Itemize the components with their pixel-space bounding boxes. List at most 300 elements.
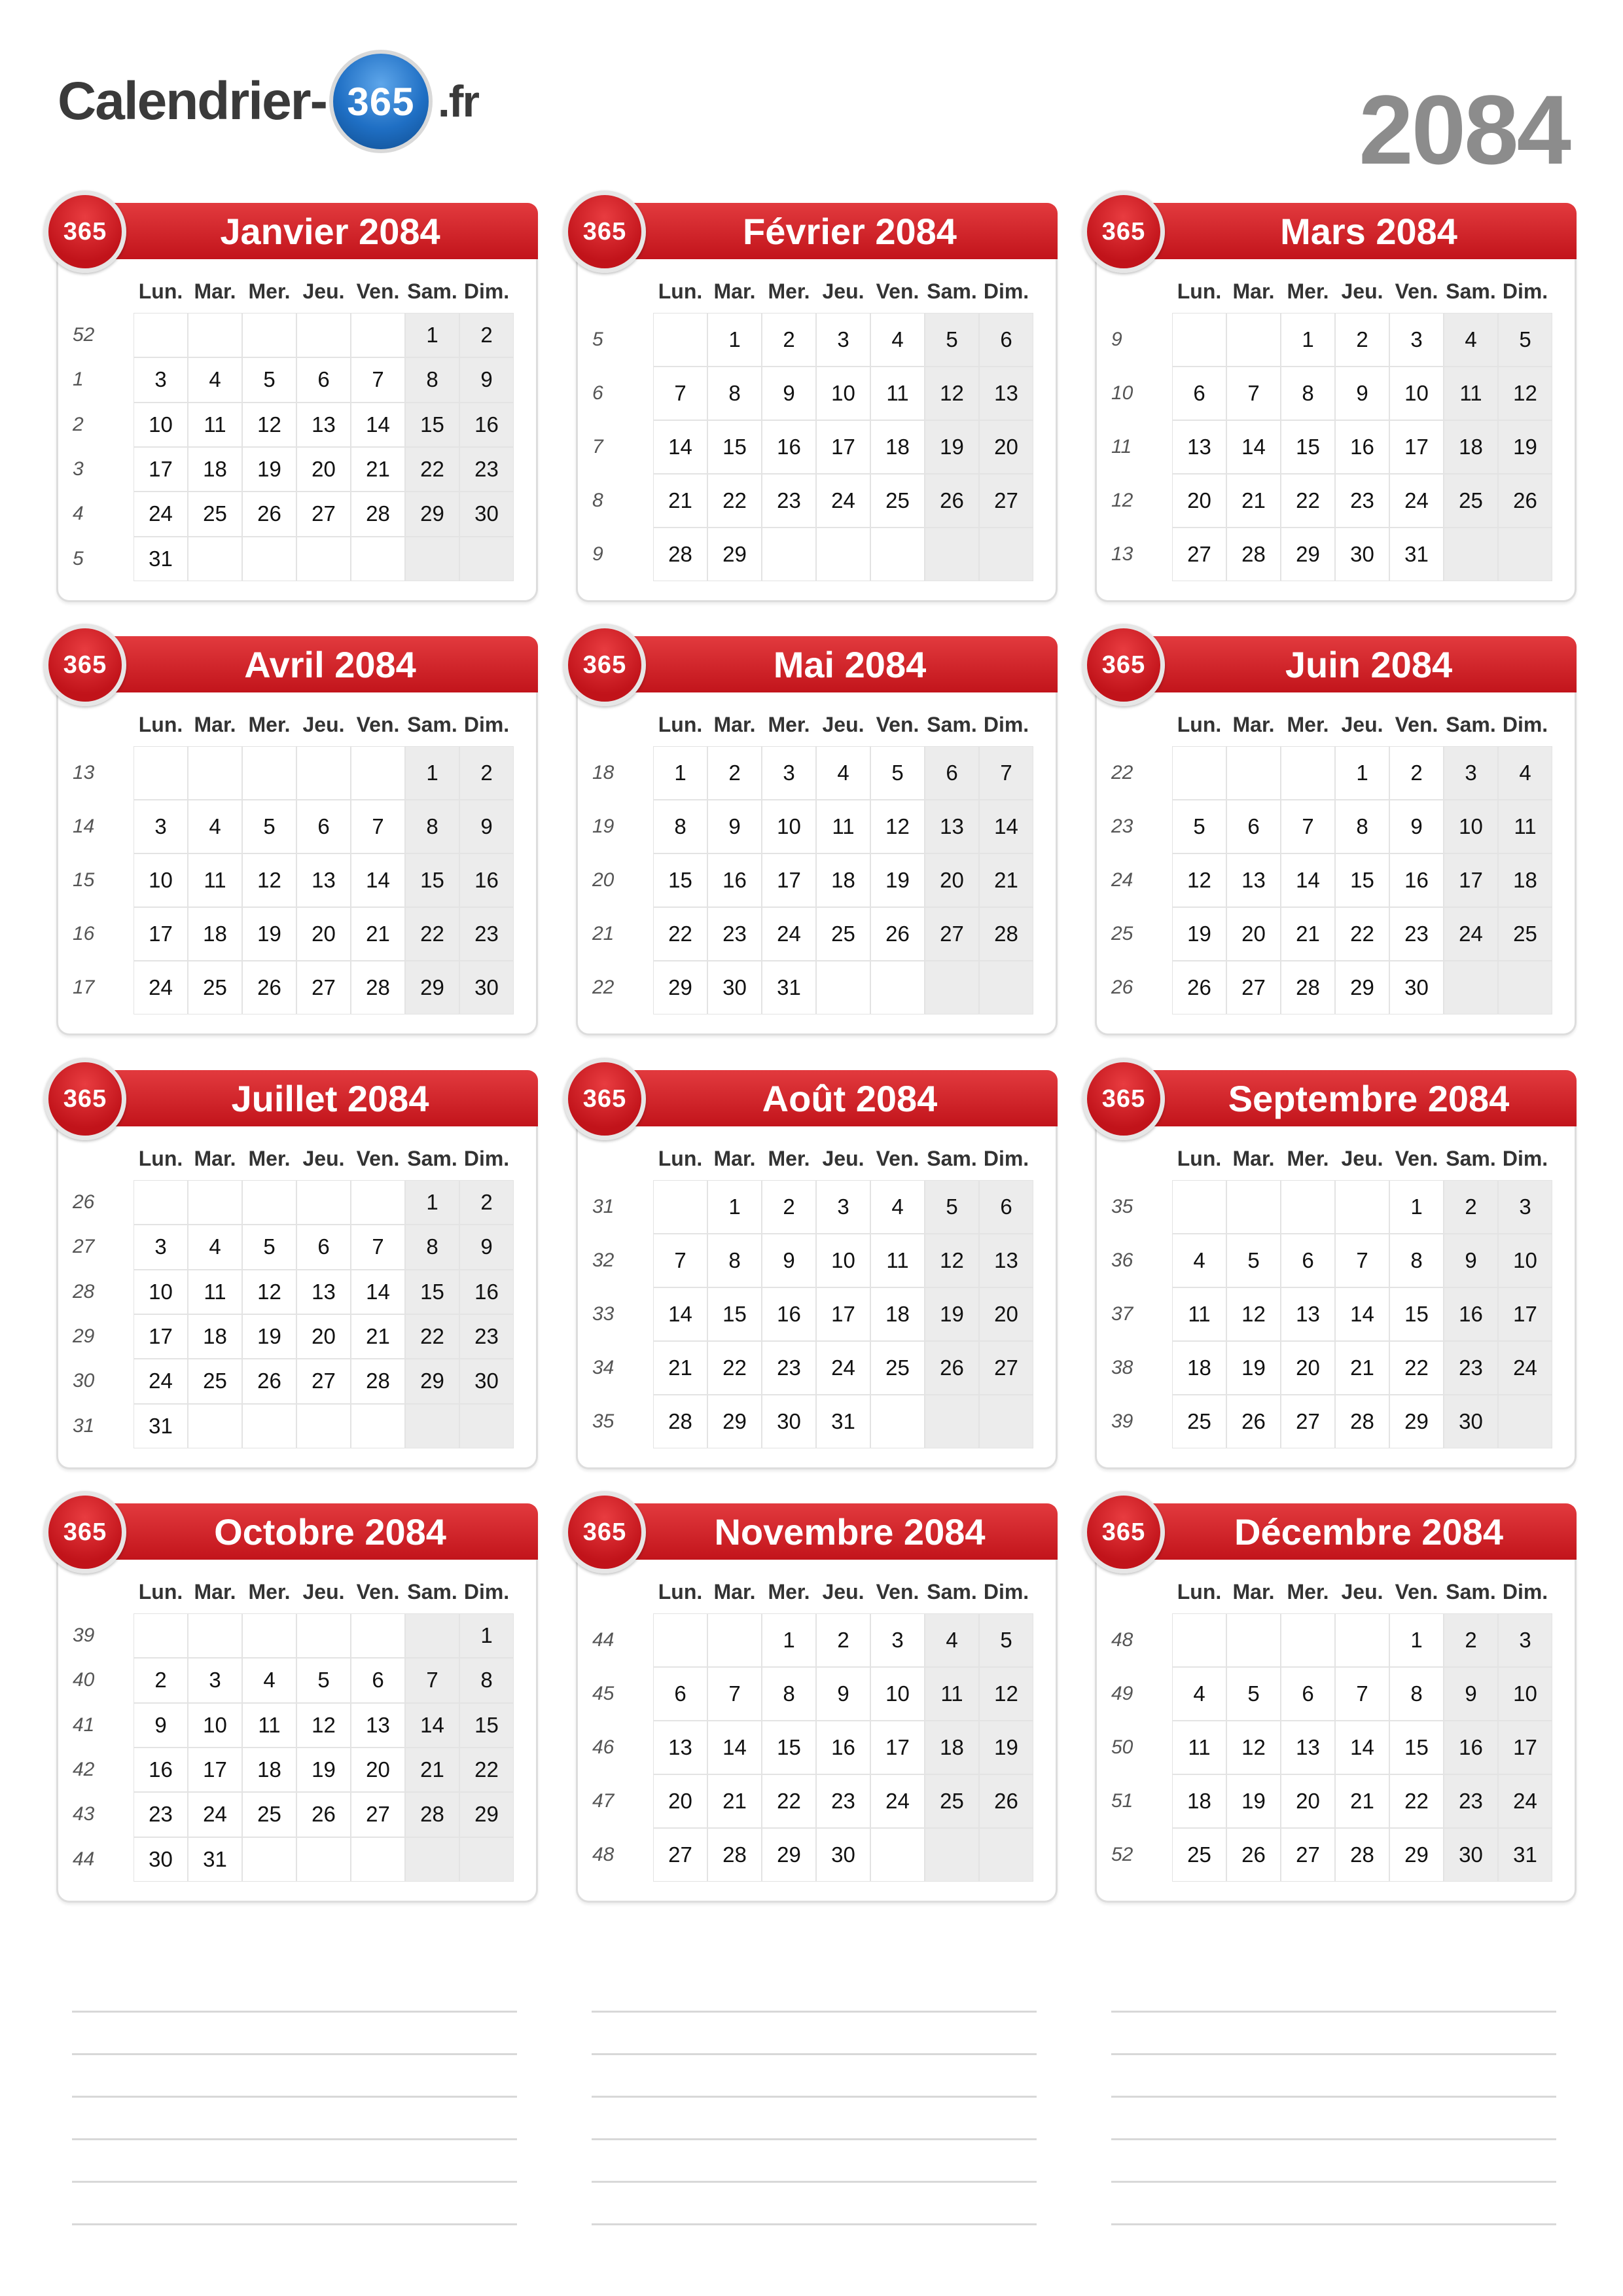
day-cell[interactable]: 2 [1389, 746, 1444, 800]
day-cell[interactable]: 20 [296, 907, 351, 961]
day-cell[interactable]: 9 [459, 1225, 514, 1269]
day-cell[interactable]: 7 [351, 800, 405, 853]
day-cell[interactable]: 8 [1335, 800, 1389, 853]
day-cell[interactable]: 18 [1172, 1341, 1226, 1395]
day-cell[interactable]: 27 [653, 1828, 707, 1882]
day-cell[interactable]: 2 [459, 313, 514, 357]
day-cell[interactable]: 27 [979, 474, 1033, 528]
day-cell[interactable]: 31 [1498, 1828, 1552, 1882]
day-cell[interactable]: 4 [1444, 313, 1498, 367]
day-cell[interactable]: 25 [242, 1792, 296, 1837]
day-cell[interactable]: 30 [459, 961, 514, 1014]
day-cell[interactable]: 9 [459, 800, 514, 853]
day-cell[interactable]: 13 [1281, 1721, 1335, 1774]
day-cell[interactable]: 20 [979, 420, 1033, 474]
day-cell[interactable]: 19 [1172, 907, 1226, 961]
day-cell[interactable]: 30 [134, 1837, 188, 1882]
day-cell[interactable]: 9 [1389, 800, 1444, 853]
day-cell[interactable]: 2 [459, 1180, 514, 1225]
day-cell[interactable]: 8 [1389, 1667, 1444, 1721]
day-cell[interactable]: 30 [459, 492, 514, 536]
day-cell[interactable]: 29 [1335, 961, 1389, 1014]
day-cell[interactable]: 29 [707, 528, 762, 581]
day-cell[interactable]: 4 [870, 1180, 925, 1234]
day-cell[interactable]: 1 [1335, 746, 1389, 800]
day-cell[interactable]: 7 [351, 1225, 405, 1269]
day-cell[interactable]: 9 [707, 800, 762, 853]
day-cell[interactable]: 12 [1226, 1287, 1281, 1341]
day-cell[interactable]: 31 [188, 1837, 242, 1882]
day-cell[interactable]: 20 [653, 1774, 707, 1828]
day-cell[interactable]: 2 [459, 746, 514, 800]
day-cell[interactable]: 17 [188, 1748, 242, 1792]
day-cell[interactable]: 4 [242, 1658, 296, 1702]
day-cell[interactable]: 29 [405, 961, 459, 1014]
day-cell[interactable]: 6 [351, 1658, 405, 1702]
day-cell[interactable]: 7 [979, 746, 1033, 800]
day-cell[interactable]: 5 [1172, 800, 1226, 853]
day-cell[interactable]: 14 [653, 1287, 707, 1341]
day-cell[interactable]: 23 [459, 907, 514, 961]
day-cell[interactable]: 25 [1498, 907, 1552, 961]
day-cell[interactable]: 30 [459, 1359, 514, 1403]
day-cell[interactable]: 28 [351, 961, 405, 1014]
day-cell[interactable]: 20 [296, 1314, 351, 1359]
day-cell[interactable]: 16 [459, 403, 514, 447]
day-cell[interactable]: 1 [459, 1613, 514, 1658]
day-cell[interactable]: 22 [1335, 907, 1389, 961]
day-cell[interactable]: 10 [816, 367, 870, 420]
day-cell[interactable]: 12 [1498, 367, 1552, 420]
day-cell[interactable]: 15 [405, 853, 459, 907]
day-cell[interactable]: 19 [242, 907, 296, 961]
day-cell[interactable]: 13 [653, 1721, 707, 1774]
day-cell[interactable]: 12 [242, 1270, 296, 1314]
day-cell[interactable]: 3 [816, 313, 870, 367]
day-cell[interactable]: 26 [1226, 1395, 1281, 1448]
day-cell[interactable]: 29 [762, 1828, 816, 1882]
day-cell[interactable]: 12 [870, 800, 925, 853]
day-cell[interactable]: 11 [242, 1703, 296, 1748]
day-cell[interactable]: 23 [762, 1341, 816, 1395]
day-cell[interactable]: 13 [296, 403, 351, 447]
day-cell[interactable]: 7 [1335, 1667, 1389, 1721]
site-logo[interactable] [58, 46, 478, 157]
day-cell[interactable]: 21 [351, 907, 405, 961]
day-cell[interactable]: 17 [1498, 1287, 1552, 1341]
day-cell[interactable]: 6 [1172, 367, 1226, 420]
day-cell[interactable]: 15 [1389, 1287, 1444, 1341]
day-cell[interactable]: 19 [979, 1721, 1033, 1774]
day-cell[interactable]: 27 [296, 1359, 351, 1403]
day-cell[interactable]: 10 [1389, 367, 1444, 420]
day-cell[interactable]: 20 [925, 853, 979, 907]
day-cell[interactable]: 14 [653, 420, 707, 474]
day-cell[interactable]: 14 [707, 1721, 762, 1774]
day-cell[interactable]: 15 [1281, 420, 1335, 474]
day-cell[interactable]: 16 [459, 1270, 514, 1314]
day-cell[interactable]: 16 [1444, 1287, 1498, 1341]
day-cell[interactable]: 19 [1226, 1774, 1281, 1828]
day-cell[interactable]: 16 [816, 1721, 870, 1774]
day-cell[interactable]: 7 [405, 1658, 459, 1702]
day-cell[interactable]: 20 [1172, 474, 1226, 528]
day-cell[interactable]: 12 [242, 853, 296, 907]
day-cell[interactable]: 2 [816, 1613, 870, 1667]
day-cell[interactable]: 13 [925, 800, 979, 853]
day-cell[interactable]: 28 [979, 907, 1033, 961]
day-cell[interactable]: 16 [707, 853, 762, 907]
day-cell[interactable]: 7 [1226, 367, 1281, 420]
day-cell[interactable]: 14 [979, 800, 1033, 853]
day-cell[interactable]: 26 [925, 1341, 979, 1395]
day-cell[interactable]: 9 [1444, 1667, 1498, 1721]
day-cell[interactable]: 25 [816, 907, 870, 961]
day-cell[interactable]: 9 [1444, 1234, 1498, 1287]
day-cell[interactable]: 23 [1444, 1774, 1498, 1828]
day-cell[interactable]: 28 [405, 1792, 459, 1837]
day-cell[interactable]: 28 [653, 1395, 707, 1448]
day-cell[interactable]: 16 [134, 1748, 188, 1792]
day-cell[interactable]: 13 [351, 1703, 405, 1748]
day-cell[interactable]: 12 [296, 1703, 351, 1748]
day-cell[interactable]: 4 [1498, 746, 1552, 800]
day-cell[interactable]: 17 [1444, 853, 1498, 907]
day-cell[interactable]: 30 [707, 961, 762, 1014]
day-cell[interactable]: 3 [816, 1180, 870, 1234]
day-cell[interactable]: 6 [1226, 800, 1281, 853]
day-cell[interactable]: 7 [1335, 1234, 1389, 1287]
day-cell[interactable]: 24 [762, 907, 816, 961]
day-cell[interactable]: 6 [296, 1225, 351, 1269]
day-cell[interactable]: 18 [925, 1721, 979, 1774]
day-cell[interactable]: 3 [762, 746, 816, 800]
day-cell[interactable]: 21 [351, 447, 405, 492]
day-cell[interactable]: 18 [242, 1748, 296, 1792]
day-cell[interactable]: 29 [1389, 1395, 1444, 1448]
day-cell[interactable]: 13 [1281, 1287, 1335, 1341]
day-cell[interactable]: 22 [1389, 1774, 1444, 1828]
day-cell[interactable]: 14 [351, 403, 405, 447]
day-cell[interactable]: 23 [1389, 907, 1444, 961]
day-cell[interactable]: 23 [816, 1774, 870, 1828]
day-cell[interactable]: 20 [296, 447, 351, 492]
day-cell[interactable]: 4 [870, 313, 925, 367]
day-cell[interactable]: 24 [134, 1359, 188, 1403]
day-cell[interactable]: 19 [296, 1748, 351, 1792]
day-cell[interactable]: 5 [979, 1613, 1033, 1667]
day-cell[interactable]: 9 [762, 367, 816, 420]
day-cell[interactable]: 25 [188, 1359, 242, 1403]
day-cell[interactable]: 23 [762, 474, 816, 528]
day-cell[interactable]: 27 [1226, 961, 1281, 1014]
day-cell[interactable]: 21 [351, 1314, 405, 1359]
day-cell[interactable]: 15 [459, 1703, 514, 1748]
day-cell[interactable]: 17 [816, 1287, 870, 1341]
day-cell[interactable]: 5 [925, 1180, 979, 1234]
day-cell[interactable]: 1 [405, 746, 459, 800]
day-cell[interactable]: 5 [242, 1225, 296, 1269]
day-cell[interactable]: 6 [1281, 1234, 1335, 1287]
day-cell[interactable]: 17 [134, 447, 188, 492]
day-cell[interactable]: 12 [242, 403, 296, 447]
day-cell[interactable]: 28 [1335, 1828, 1389, 1882]
day-cell[interactable]: 19 [925, 420, 979, 474]
day-cell[interactable]: 3 [134, 357, 188, 402]
day-cell[interactable]: 7 [653, 1234, 707, 1287]
day-cell[interactable]: 11 [188, 403, 242, 447]
day-cell[interactable]: 18 [1444, 420, 1498, 474]
day-cell[interactable]: 17 [1389, 420, 1444, 474]
day-cell[interactable]: 25 [925, 1774, 979, 1828]
day-cell[interactable]: 24 [188, 1792, 242, 1837]
day-cell[interactable]: 30 [1444, 1828, 1498, 1882]
day-cell[interactable]: 27 [925, 907, 979, 961]
day-cell[interactable]: 2 [762, 313, 816, 367]
day-cell[interactable]: 17 [762, 853, 816, 907]
day-cell[interactable]: 26 [1498, 474, 1552, 528]
day-cell[interactable]: 8 [1281, 367, 1335, 420]
day-cell[interactable]: 26 [979, 1774, 1033, 1828]
day-cell[interactable]: 10 [762, 800, 816, 853]
day-cell[interactable]: 8 [762, 1667, 816, 1721]
day-cell[interactable]: 30 [1335, 528, 1389, 581]
day-cell[interactable]: 11 [188, 853, 242, 907]
day-cell[interactable]: 28 [707, 1828, 762, 1882]
day-cell[interactable]: 23 [459, 447, 514, 492]
day-cell[interactable]: 26 [296, 1792, 351, 1837]
day-cell[interactable]: 2 [707, 746, 762, 800]
day-cell[interactable]: 22 [405, 1314, 459, 1359]
day-cell[interactable]: 5 [1498, 313, 1552, 367]
day-cell[interactable]: 8 [459, 1658, 514, 1702]
day-cell[interactable]: 16 [1389, 853, 1444, 907]
day-cell[interactable]: 20 [1281, 1341, 1335, 1395]
day-cell[interactable]: 15 [405, 403, 459, 447]
day-cell[interactable]: 25 [188, 961, 242, 1014]
day-cell[interactable]: 20 [1226, 907, 1281, 961]
day-cell[interactable]: 19 [242, 1314, 296, 1359]
day-cell[interactable]: 29 [1281, 528, 1335, 581]
day-cell[interactable]: 24 [1444, 907, 1498, 961]
day-cell[interactable]: 7 [653, 367, 707, 420]
day-cell[interactable]: 21 [707, 1774, 762, 1828]
day-cell[interactable]: 27 [1281, 1828, 1335, 1882]
day-cell[interactable]: 29 [707, 1395, 762, 1448]
day-cell[interactable]: 26 [242, 1359, 296, 1403]
day-cell[interactable]: 4 [188, 357, 242, 402]
day-cell[interactable]: 14 [351, 1270, 405, 1314]
day-cell[interactable]: 9 [459, 357, 514, 402]
day-cell[interactable]: 18 [870, 420, 925, 474]
day-cell[interactable]: 19 [870, 853, 925, 907]
day-cell[interactable]: 10 [134, 403, 188, 447]
day-cell[interactable]: 23 [134, 1792, 188, 1837]
day-cell[interactable]: 16 [762, 1287, 816, 1341]
day-cell[interactable]: 20 [1281, 1774, 1335, 1828]
day-cell[interactable]: 7 [707, 1667, 762, 1721]
day-cell[interactable]: 26 [242, 492, 296, 536]
day-cell[interactable]: 5 [1226, 1234, 1281, 1287]
day-cell[interactable]: 21 [653, 474, 707, 528]
day-cell[interactable]: 13 [979, 367, 1033, 420]
day-cell[interactable]: 18 [1498, 853, 1552, 907]
day-cell[interactable]: 2 [1444, 1613, 1498, 1667]
day-cell[interactable]: 12 [1226, 1721, 1281, 1774]
day-cell[interactable]: 18 [816, 853, 870, 907]
day-cell[interactable]: 15 [707, 420, 762, 474]
day-cell[interactable]: 15 [405, 1270, 459, 1314]
day-cell[interactable]: 17 [134, 907, 188, 961]
day-cell[interactable]: 25 [1172, 1828, 1226, 1882]
day-cell[interactable]: 3 [1498, 1180, 1552, 1234]
day-cell[interactable]: 16 [459, 853, 514, 907]
day-cell[interactable]: 30 [1444, 1395, 1498, 1448]
day-cell[interactable]: 25 [1444, 474, 1498, 528]
day-cell[interactable]: 23 [1444, 1341, 1498, 1395]
day-cell[interactable]: 11 [1172, 1287, 1226, 1341]
day-cell[interactable]: 30 [816, 1828, 870, 1882]
day-cell[interactable]: 8 [707, 1234, 762, 1287]
day-cell[interactable]: 8 [1389, 1234, 1444, 1287]
day-cell[interactable]: 21 [1335, 1341, 1389, 1395]
day-cell[interactable]: 10 [816, 1234, 870, 1287]
day-cell[interactable]: 11 [870, 1234, 925, 1287]
day-cell[interactable]: 9 [1335, 367, 1389, 420]
day-cell[interactable]: 8 [405, 800, 459, 853]
day-cell[interactable]: 25 [870, 474, 925, 528]
day-cell[interactable]: 16 [762, 420, 816, 474]
day-cell[interactable]: 19 [242, 447, 296, 492]
day-cell[interactable]: 10 [1498, 1234, 1552, 1287]
day-cell[interactable]: 15 [762, 1721, 816, 1774]
day-cell[interactable]: 19 [1226, 1341, 1281, 1395]
day-cell[interactable]: 3 [134, 800, 188, 853]
day-cell[interactable]: 29 [653, 961, 707, 1014]
day-cell[interactable]: 31 [762, 961, 816, 1014]
day-cell[interactable]: 2 [1335, 313, 1389, 367]
day-cell[interactable]: 26 [1172, 961, 1226, 1014]
day-cell[interactable]: 25 [188, 492, 242, 536]
day-cell[interactable]: 16 [1444, 1721, 1498, 1774]
day-cell[interactable]: 22 [707, 474, 762, 528]
day-cell[interactable]: 26 [870, 907, 925, 961]
day-cell[interactable]: 24 [870, 1774, 925, 1828]
day-cell[interactable]: 1 [707, 313, 762, 367]
day-cell[interactable]: 25 [1172, 1395, 1226, 1448]
day-cell[interactable]: 5 [870, 746, 925, 800]
day-cell[interactable]: 31 [1389, 528, 1444, 581]
day-cell[interactable]: 22 [707, 1341, 762, 1395]
day-cell[interactable]: 7 [351, 357, 405, 402]
day-cell[interactable]: 3 [188, 1658, 242, 1702]
day-cell[interactable]: 18 [870, 1287, 925, 1341]
day-cell[interactable]: 16 [1335, 420, 1389, 474]
day-cell[interactable]: 3 [1444, 746, 1498, 800]
day-cell[interactable]: 10 [134, 1270, 188, 1314]
day-cell[interactable]: 13 [979, 1234, 1033, 1287]
day-cell[interactable]: 1 [405, 1180, 459, 1225]
day-cell[interactable]: 1 [762, 1613, 816, 1667]
day-cell[interactable]: 1 [1389, 1613, 1444, 1667]
day-cell[interactable]: 5 [242, 357, 296, 402]
day-cell[interactable]: 12 [925, 367, 979, 420]
day-cell[interactable]: 11 [816, 800, 870, 853]
day-cell[interactable]: 3 [1389, 313, 1444, 367]
day-cell[interactable]: 2 [762, 1180, 816, 1234]
day-cell[interactable]: 3 [134, 1225, 188, 1269]
day-cell[interactable]: 28 [653, 528, 707, 581]
day-cell[interactable]: 11 [870, 367, 925, 420]
day-cell[interactable]: 9 [134, 1703, 188, 1748]
day-cell[interactable]: 21 [653, 1341, 707, 1395]
day-cell[interactable]: 6 [653, 1667, 707, 1721]
day-cell[interactable]: 27 [351, 1792, 405, 1837]
day-cell[interactable]: 21 [1335, 1774, 1389, 1828]
day-cell[interactable]: 27 [979, 1341, 1033, 1395]
day-cell[interactable]: 31 [134, 1404, 188, 1448]
day-cell[interactable]: 13 [1172, 420, 1226, 474]
day-cell[interactable]: 1 [653, 746, 707, 800]
day-cell[interactable]: 14 [1335, 1721, 1389, 1774]
day-cell[interactable]: 23 [1335, 474, 1389, 528]
day-cell[interactable]: 19 [1498, 420, 1552, 474]
day-cell[interactable]: 22 [653, 907, 707, 961]
day-cell[interactable]: 8 [653, 800, 707, 853]
day-cell[interactable]: 15 [1389, 1721, 1444, 1774]
day-cell[interactable]: 22 [1389, 1341, 1444, 1395]
day-cell[interactable]: 10 [1498, 1667, 1552, 1721]
day-cell[interactable]: 25 [870, 1341, 925, 1395]
day-cell[interactable]: 6 [1281, 1667, 1335, 1721]
day-cell[interactable]: 4 [816, 746, 870, 800]
day-cell[interactable]: 11 [1498, 800, 1552, 853]
day-cell[interactable]: 7 [1281, 800, 1335, 853]
day-cell[interactable]: 6 [296, 357, 351, 402]
day-cell[interactable]: 14 [405, 1703, 459, 1748]
day-cell[interactable]: 5 [242, 800, 296, 853]
day-cell[interactable]: 2 [1444, 1180, 1498, 1234]
day-cell[interactable]: 12 [979, 1667, 1033, 1721]
day-cell[interactable]: 22 [405, 907, 459, 961]
day-cell[interactable]: 11 [1444, 367, 1498, 420]
day-cell[interactable]: 13 [296, 1270, 351, 1314]
day-cell[interactable]: 21 [1226, 474, 1281, 528]
day-cell[interactable]: 17 [816, 420, 870, 474]
day-cell[interactable]: 4 [925, 1613, 979, 1667]
day-cell[interactable]: 24 [134, 492, 188, 536]
day-cell[interactable]: 14 [1335, 1287, 1389, 1341]
day-cell[interactable]: 19 [925, 1287, 979, 1341]
day-cell[interactable]: 11 [188, 1270, 242, 1314]
day-cell[interactable]: 11 [925, 1667, 979, 1721]
day-cell[interactable]: 5 [925, 313, 979, 367]
day-cell[interactable]: 5 [296, 1658, 351, 1702]
day-cell[interactable]: 18 [188, 907, 242, 961]
day-cell[interactable]: 27 [1172, 528, 1226, 581]
day-cell[interactable]: 15 [653, 853, 707, 907]
day-cell[interactable]: 8 [405, 357, 459, 402]
day-cell[interactable]: 21 [979, 853, 1033, 907]
day-cell[interactable]: 28 [351, 1359, 405, 1403]
day-cell[interactable]: 28 [351, 492, 405, 536]
day-cell[interactable]: 8 [405, 1225, 459, 1269]
day-cell[interactable]: 27 [296, 492, 351, 536]
day-cell[interactable]: 1 [1281, 313, 1335, 367]
day-cell[interactable]: 31 [134, 537, 188, 581]
day-cell[interactable]: 8 [707, 367, 762, 420]
day-cell[interactable]: 22 [762, 1774, 816, 1828]
